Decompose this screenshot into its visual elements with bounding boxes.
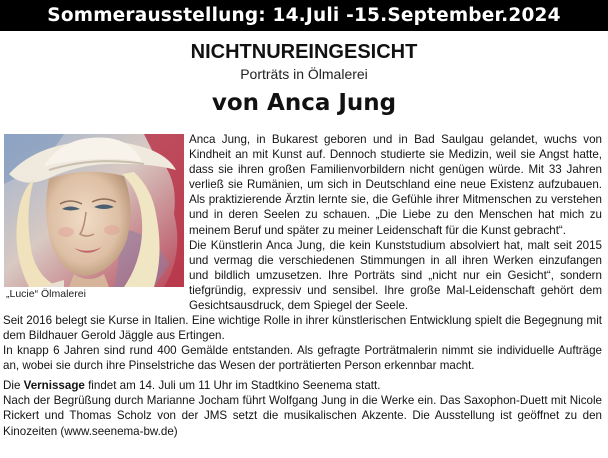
bio-paragraph-2: Die Künstlerin Anca Jung, die kein Kunststudium absolviert hat, malt seit 2015 und vermag die verschiedenen Stimmungen in all ihren Werken einzufangen und bildlich umzusetzen. Ihre Porträts sind „nicht nur ein Gesicht“, sondern tiefgründig, expressiv und sensibel. Ihre große Mal-Leidenschaft gehört dem Gesichtsausdruck, dem Spiegel der Seele. bbox=[189, 238, 602, 313]
vernissage-label: Vernissage bbox=[23, 379, 85, 392]
program-details: Nach der Begrüßung durch Marianne Jocham führt Wolfgang Jung in die Werke ein. Das Saxophon-Duett mit Nicole Rickert und Thomas Scholz von der JMS setzt die musikalischen Akzente. Die Ausstellung ist geöffnet zu den Kinozeiten (www.seenema-bw.de) bbox=[3, 394, 602, 438]
event-information bbox=[3, 378, 602, 439]
exhibition-date-banner: Sommerausstellung: 14.Juli -15.September.2024 bbox=[0, 0, 608, 31]
bio-paragraph-4: In knapp 6 Jahren sind rund 400 Gemälde entstanden. Als gefragte Porträtmalerin nimmt sie individuelle Aufträge an, wobei sie durch ihre Pinselstriche das Wesen der porträtierten Person erkennbar macht. bbox=[3, 344, 602, 373]
exhibition-subtitle: Porträts in Ölmalerei bbox=[240, 66, 368, 82]
vernissage-details: findet am 14. Juli um 11 Uhr im Stadtkino Seenema statt. bbox=[84, 379, 381, 392]
vernissage-announcement bbox=[3, 378, 602, 393]
vernissage-prefix: Die bbox=[3, 379, 24, 392]
artist-name-heading: von Anca Jung bbox=[211, 90, 397, 116]
painting-caption: „Lucie“ Ölmalerei bbox=[6, 288, 86, 300]
bio-paragraph-3: Seit 2016 belegt sie Kurse in Italien. Eine wichtige Rolle in ihrer künstlerischen Entwicklung spielt die Begegnung mit dem Bildhauer Gerold Jäggle aus Ertingen. bbox=[3, 314, 602, 343]
artist-biography bbox=[3, 132, 602, 374]
image-float-spacer bbox=[3, 132, 189, 302]
exhibition-title: NICHTNUREINGESICHT bbox=[190, 41, 418, 63]
bio-paragraph-1: Anca Jung, in Bukarest geboren und in Bad Saulgau gelandet, wuchs von Kindheit an mit Kunst auf. Dennoch studierte sie Medizin, weil sie Angst hatte, dass sie ihren großen Familienvorbildern nicht genügen würde. Mit 33 Jahren verließ sie Rumänien, um sich in Deutschland eine neue Existenz aufzubauen. Als praktizierende Ärztin lernte sie, die Gefühle ihrer Mitmenschen zu verstehen und in deren Seelen zu schauen. „Die Liebe zu den Menschen hat mich zu meinem Beruf und später zu meiner Leidenschaft für die Kunst gebracht“. bbox=[189, 133, 602, 237]
